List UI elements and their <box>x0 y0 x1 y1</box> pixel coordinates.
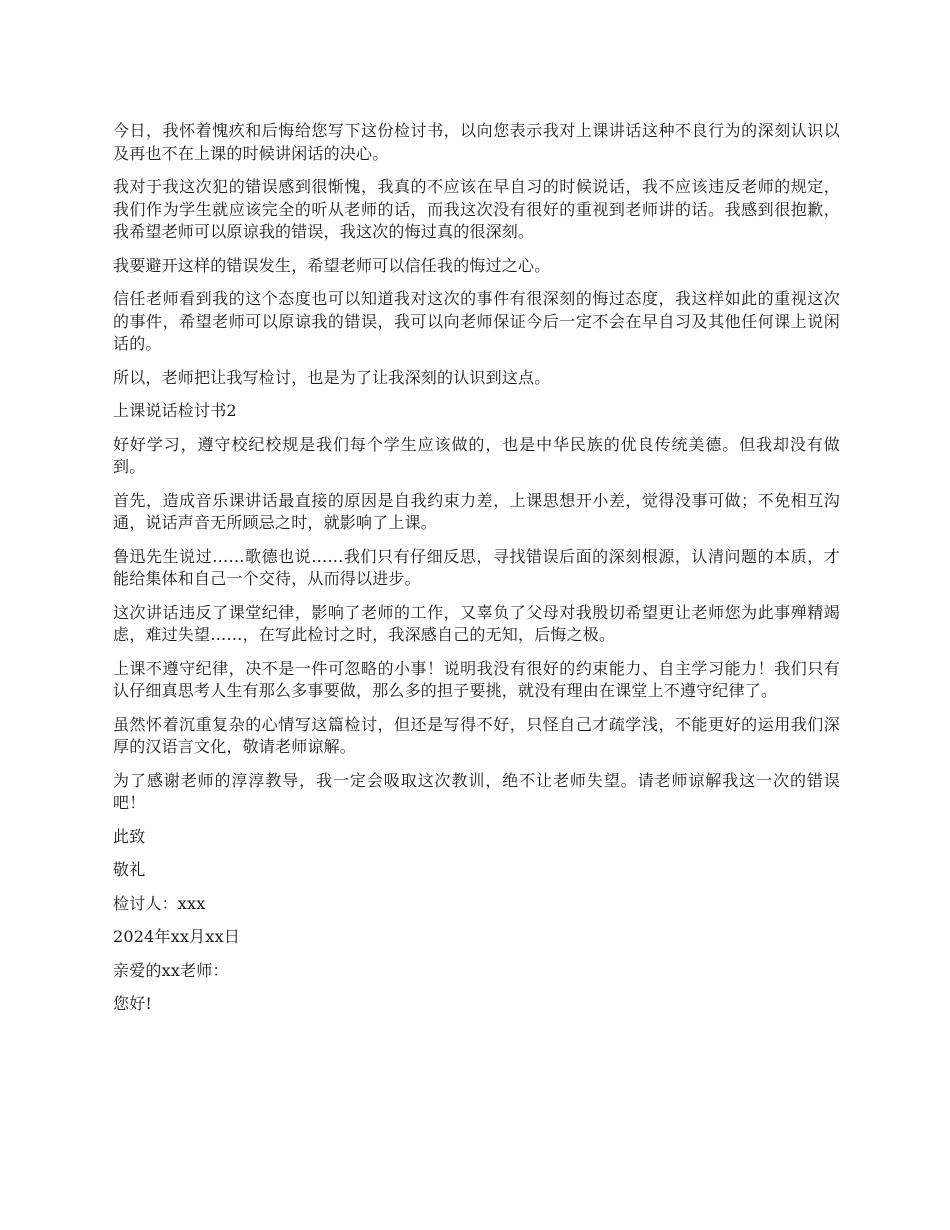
paragraph-13: 为了感谢老师的淳淳教导，我一定会吸取这次教训，绝不让老师失望。请老师谅解我这一次的错误吧！ <box>113 770 840 812</box>
paragraph-8: 首先，造成音乐课讲话最直接的原因是自我约束力差，上课思想开小差，觉得没事可做；不免相互沟通，说话声音无所顾忌之时，就影响了上课。 <box>113 490 840 532</box>
closing-salutation: 此致 <box>113 826 146 846</box>
document-page <box>113 120 840 1027</box>
paragraph-4: 信任老师看到我的这个态度也可以知道我对这次的事件有很深刻的悔过态度，我这样如此的重视这次的事件，希望老师可以原谅我的错误，我可以向老师保证今后一定不会在早自习及其他任何课上说闲话的。 <box>113 289 840 353</box>
greeting-hello: 您好! <box>113 994 153 1013</box>
paragraph-11: 上课不遵守纪律，决不是一件可忽略的小事！说明我没有很好的约束能力、自主学习能力！我们只有认仔细真思考人生有那么多事要做，那么多的担子要挑，就没有理由在课堂上不遵守纪律了。 <box>113 658 840 700</box>
section-heading: 上课说话检讨书2 <box>113 401 237 420</box>
paragraph-9: 鲁迅先生说过……歌德也说……我们只有仔细反思，寻找错误后面的深刻根源，认清问题的本质，才能给集体和自己一个交待，从而得以进步。 <box>113 546 840 588</box>
date-line: 2024年xx月xx日 <box>113 927 241 946</box>
paragraph-2: 我对于我这次犯的错误感到很惭愧，我真的不应该在早自习的时候说话，我不应该违反老师的规定，我们作为学生就应该完全的听从老师的话，而我这次没有很好的重视到老师讲的话。我感到很抱歉，我希望老师可以原谅我的错误，我这次的悔过真的很深刻。 <box>113 177 840 241</box>
signature-line: 检讨人：xxx <box>113 893 206 913</box>
paragraph-3: 我要避开这样的错误发生，希望老师可以信任我的悔过之心。 <box>113 255 551 275</box>
paragraph-12: 虽然怀着沉重复杂的心情写这篇检讨，但还是写得不好，只怪自己才疏学浅，不能更好的运用我们深厚的汉语言文化，敬请老师谅解。 <box>113 714 840 756</box>
paragraph-10: 这次讲话违反了课堂纪律，影响了老师的工作，又辜负了父母对我殷切希望更让老师您为此事殚精竭虑，难过失望……，在写此检讨之时，我深感自己的无知，后悔之极。 <box>113 602 840 644</box>
paragraph-7: 好好学习，遵守校纪校规是我们每个学生应该做的，也是中华民族的优良传统美德。但我却没有做到。 <box>113 434 840 476</box>
greeting-line: 亲爱的xx老师： <box>113 960 229 980</box>
closing-regards: 敬礼 <box>113 860 146 879</box>
paragraph-5: 所以，老师把让我写检讨，也是为了让我深刻的认识到这点。 <box>113 367 551 387</box>
paragraph-1: 今日，我怀着愧疚和后悔给您写下这份检讨书，以向您表示我对上课讲话这种不良行为的深刻认识以及再也不在上课的时候讲闲话的决心。 <box>113 121 840 163</box>
